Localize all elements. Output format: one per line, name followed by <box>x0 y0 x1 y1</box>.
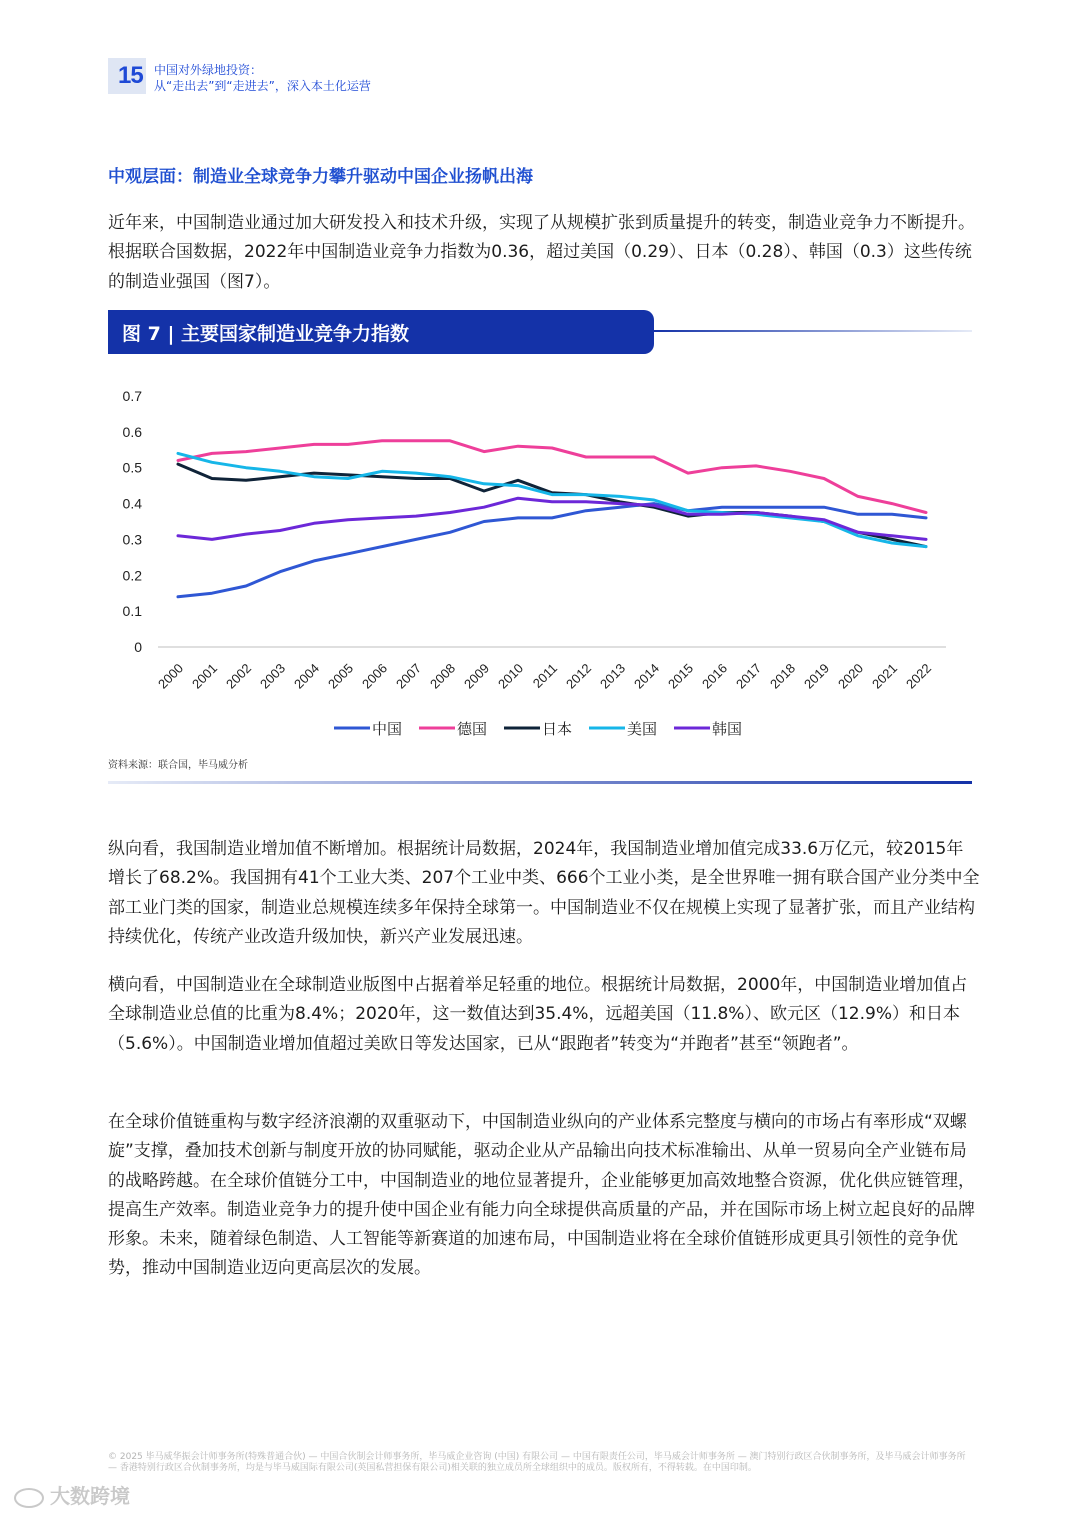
x-tick-label: 2019 <box>801 660 833 692</box>
x-tick-label: 2018 <box>767 660 799 692</box>
y-tick-label: 0.6 <box>122 423 142 440</box>
x-tick-label: 2020 <box>835 660 867 692</box>
copyright-footer: © 2025 毕马威华振会计师事务所(特殊普通合伙) — 中国合伙制会计师事务所，毕马威企业咨询 (中国) 有限公司 — 中国有限责任公司，毕马威会计师事务所 — 澳门特别行政区合伙制事务所，及毕马威会计师事务所 — 香港特别行政区合伙制事务所，均是与毕马威国际有限公司(英国私营担保有限公司)相关联的独立成员所全球组织中的成员。版权所有，不得转载。在中国印制。 <box>108 1452 966 1473</box>
watermark-logo-icon <box>14 1488 44 1508</box>
watermark <box>14 1480 130 1509</box>
x-tick-label: 2002 <box>223 660 255 692</box>
legend-label: 美国 <box>627 720 658 738</box>
chart-legend <box>334 720 742 738</box>
y-tick-label: 0.7 <box>122 388 142 404</box>
page-number: 15 <box>118 62 143 89</box>
legend-label: 日本 <box>542 720 573 738</box>
x-tick-label: 2009 <box>461 660 493 692</box>
paragraph-horizontal-view: 横向看，中国制造业在全球制造业版图中占据着举足轻重的地位。根据统计局数据，2000年，中国制造业增加值占全球制造业总值的比重为8.4%；2020年，这一数值达到35.4%，远超美国（11.8%）、欧元区（12.9%）和日本（5.6%）。中国制造业增加值超过美欧日等发达国家，已从“跟跑者”转变为“并跑者”甚至“领跑者”。 <box>108 975 968 1054</box>
x-tick-label: 2017 <box>733 660 765 692</box>
competitiveness-line-chart <box>108 380 972 750</box>
x-tick-label: 2008 <box>427 660 459 692</box>
x-tick-label: 2010 <box>495 660 527 692</box>
x-tick-label: 2022 <box>903 660 935 692</box>
x-tick-label: 2016 <box>699 660 731 692</box>
x-tick-label: 2015 <box>665 660 697 692</box>
figure-source: 资料来源：联合国，毕马威分析 <box>108 760 248 771</box>
x-axis <box>155 661 934 692</box>
running-header-line1: 中国对外绿地投资： <box>154 63 263 77</box>
section-title: 中观层面：制造业全球竞争力攀升驱动中国企业扬帆出海 <box>108 167 533 187</box>
intro-paragraph: 近年来，中国制造业通过加大研发投入和技术升级，实现了从规模扩张到质量提升的转变，制造业竞争力不断提升。根据联合国数据，2022年中国制造业竞争力指数为0.36，超过美国（0.29）、日本（0.28）、韩国（0.3）这些传统的制造业强国（图7）。 <box>108 213 975 292</box>
x-tick-label: 2003 <box>257 660 289 692</box>
paragraph-vertical-view: 纵向看，我国制造业增加值不断增加。根据统计局数据，2024年，我国制造业增加值完成33.6万亿元，较2015年增长了68.2%。我国拥有41个工业大类、207个工业中类、666个工业小类，是全世界唯一拥有联合国产业分类中全部工业门类的国家，制造业总规模连续多年保持全球第一。中国制造业不仅在规模上实现了显著扩张，而且产业结构持续优化，传统产业改造升级加快，新兴产业发展迅速。 <box>108 839 980 947</box>
paragraph-value-chain: 在全球价值链重构与数字经济浪潮的双重驱动下，中国制造业纵向的产业体系完整度与横向的市场占有率形成“双螺旋”支撑，叠加技术创新与制度开放的协同赋能，驱动企业从产品输出向技术标准输出、从单一贸易向全产业链布局的战略跨越。在全球价值链分工中，中国制造业的地位显著提升，企业能够更加高效地整合资源，优化供应链管理，提高生产效率。制造业竞争力的提升使中国企业有能力向全球提供高质量的产品，并在国际市场上树立起良好的品牌形象。未来，随着绿色制造、人工智能等新赛道的加速布局，中国制造业将在全球价值链形成更具引领性的竞争优势，推动中国制造业迈向更高层次的发展。 <box>108 1112 975 1279</box>
figure-title-rule <box>654 330 972 332</box>
running-header-line2: 从“走出去”到“走进去”，深入本土化运营 <box>154 79 371 93</box>
y-tick-label: 0.4 <box>122 495 142 512</box>
x-tick-label: 2011 <box>529 660 561 691</box>
series-lines <box>178 441 926 597</box>
y-tick-label: 0 <box>134 639 142 655</box>
legend-label: 中国 <box>372 720 403 738</box>
x-tick-label: 2001 <box>189 660 221 692</box>
y-tick-label: 0.2 <box>122 567 142 584</box>
series-line-美国 <box>178 453 926 546</box>
figure-title: 图 7 | 主要国家制造业竞争力指数 <box>122 323 410 345</box>
x-tick-label: 2006 <box>359 660 391 692</box>
y-tick-label: 0.3 <box>122 531 142 548</box>
x-tick-label: 2012 <box>563 660 595 692</box>
x-tick-label: 2007 <box>393 660 425 692</box>
legend-label: 德国 <box>457 720 488 738</box>
figure-bottom-rule <box>108 781 972 784</box>
x-tick-label: 2000 <box>155 660 187 692</box>
x-tick-label: 2013 <box>597 660 629 692</box>
x-tick-label: 2014 <box>631 660 663 692</box>
y-tick-label: 0.1 <box>122 603 142 620</box>
watermark-text: 大数跨境 <box>50 1484 130 1508</box>
x-tick-label: 2004 <box>291 660 323 692</box>
x-tick-label: 2021 <box>869 660 901 692</box>
x-tick-label: 2005 <box>325 660 357 692</box>
running-header <box>154 62 371 94</box>
y-tick-label: 0.5 <box>122 459 142 476</box>
legend-label: 韩国 <box>712 720 743 738</box>
